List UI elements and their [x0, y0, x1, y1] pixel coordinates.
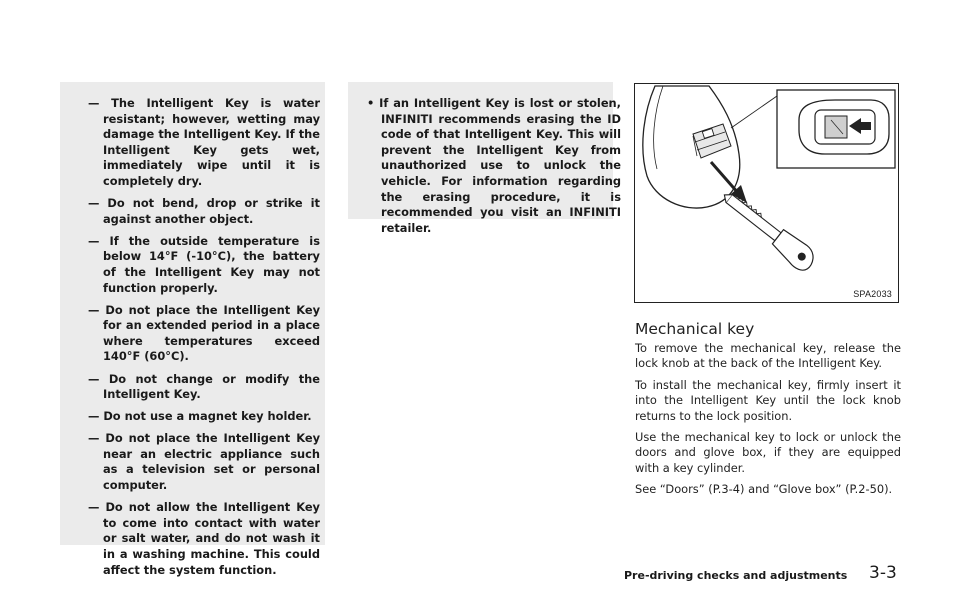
paragraph-see-reference: See “Doors” (P.3-4) and “Glove box” (P.2-50).	[635, 482, 893, 496]
paragraph-install-key: To install the mechanical key, firmly insert it into the Intelligent Key until the lock knob returns to the lock position.	[635, 378, 901, 423]
intelligent-key-drawing	[635, 84, 898, 302]
caution-item-temperature-high: — Do not place the Intelligent Key for an extended period in a place where temperatures exceed 140°F (60°C).	[88, 302, 320, 364]
caution-item-do-not-modify: — Do not change or modify the Intelligent Key.	[88, 371, 320, 402]
figure-code: SPA2033	[853, 289, 892, 299]
paragraph-use-key: Use the mechanical key to lock or unlock the doors and glove box, if they are equipped with a key cylinder.	[635, 430, 901, 475]
caution-item-magnet-holder: — Do not use a magnet key holder.	[88, 409, 312, 424]
caution-item-water-contact: — Do not allow the Intelligent Key to come into contact with water or salt water, and do not wash it in a washing machine. This could affect the system function.	[88, 500, 320, 577]
section-title: Mechanical key	[635, 320, 755, 338]
caution-item-do-not-bend: — Do not bend, drop or strike it against another object.	[88, 196, 320, 226]
caution-list	[88, 96, 320, 585]
lost-key-bullet: • If an Intelligent Key is lost or stolen, INFINITI recommends erasing the ID code of that Intelligent Key. This will prevent the Intelligent Key from unauthorized use to unlock the vehicle. For information regarding the erasing procedure, it is recommended you visit an INFINITI retailer.	[367, 96, 621, 235]
caution-item-water-resistant: — The Intelligent Key is water resistant; however, wetting may damage the Intelligent Key. If the Intelligent Key gets wet, immediately wipe until it is completely dry.	[88, 96, 320, 188]
paragraph-remove-key: To remove the mechanical key, release the lock knob at the back of the Intelligent Key.	[635, 341, 901, 371]
footer-section-title: Pre-driving checks and adjustments	[624, 569, 848, 582]
caution-item-temperature-low: — If the outside temperature is below 14°F (-10°C), the battery of the Intelligent Key may not function properly.	[88, 233, 320, 295]
caution-item-electric-appliance: — Do not place the Intelligent Key near an electric appliance such as a television set or personal computer.	[88, 431, 320, 493]
mechanical-key-illustration	[634, 83, 899, 303]
page-number: 3-3	[869, 563, 897, 583]
